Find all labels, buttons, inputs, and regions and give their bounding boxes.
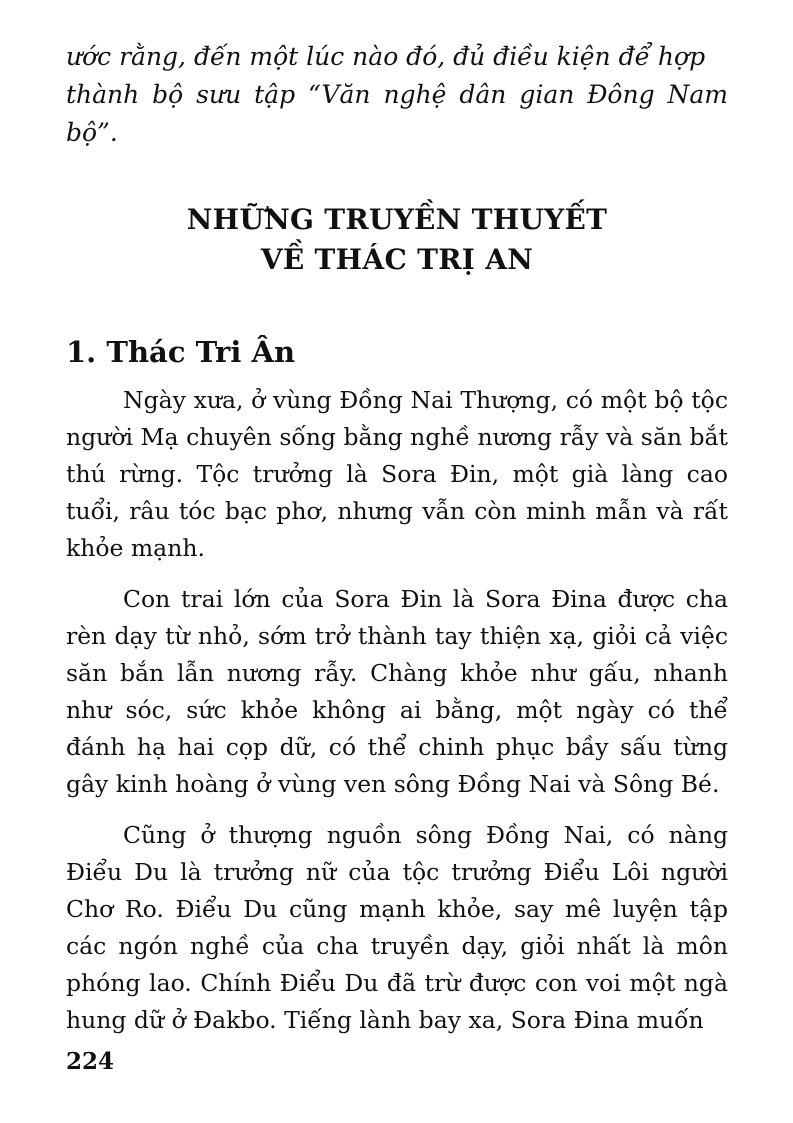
- intro-line-2: thành bộ sưu tập “Văn nghệ dân gian Đông Nam bộ”.: [66, 80, 728, 147]
- paragraph-3: Cũng ở thượng nguồn sông Đồng Nai, có nàng Điểu Du là trưởng nữ của tộc trưởng Điểu Lôi người Chơ Ro. Điểu Du cũng mạnh khỏe, say mê luyện tập các ngón nghề của cha truyền dạy, giỏi nhất là môn phóng lao. Chính Điểu Du đã trừ được con voi một ngà hung dữ ở Đakbo. Tiếng lành bay xa, Sora Đina muốn: [66, 821, 728, 1034]
- chapter-title-line-2: VỀ THÁC TRỊ AN: [260, 243, 534, 276]
- paragraph-2: Con trai lớn của Sora Đin là Sora Đina được cha rèn dạy từ nhỏ, sớm trở thành tay thiện xạ, giỏi cả việc săn bắn lẫn nương rẫy. Chàng khỏe như gấu, nhanh như sóc, sức khỏe không ai bằng, một ngày có thể đánh hạ hai cọp dữ, có thể chinh phục bầy sấu từng gây kinh hoàng ở vùng ven sông Đồng Nai và Sông Bé.: [66, 585, 728, 798]
- intro-text: [66, 38, 728, 152]
- chapter-title: [66, 200, 728, 280]
- paragraph-1: Ngày xưa, ở vùng Đồng Nai Thượng, có một bộ tộc người Mạ chuyên sống bằng nghề nương rẫy và săn bắt thú rừng. Tộc trưởng là Sora Đin, một già làng cao tuổi, râu tóc bạc phơ, nhưng vẫn còn minh mẫn và rất khỏe mạnh.: [66, 386, 728, 562]
- section-heading: 1. Thác Tri Ân: [66, 335, 296, 369]
- chapter-title-line-1: NHỮNG TRUYỀN THUYẾT: [186, 203, 608, 236]
- page-number: 224: [66, 1048, 115, 1075]
- book-page: [66, 38, 728, 1039]
- intro-line-1: ước rằng, đến một lúc nào đó, đủ điều kiện để hợp: [66, 42, 706, 71]
